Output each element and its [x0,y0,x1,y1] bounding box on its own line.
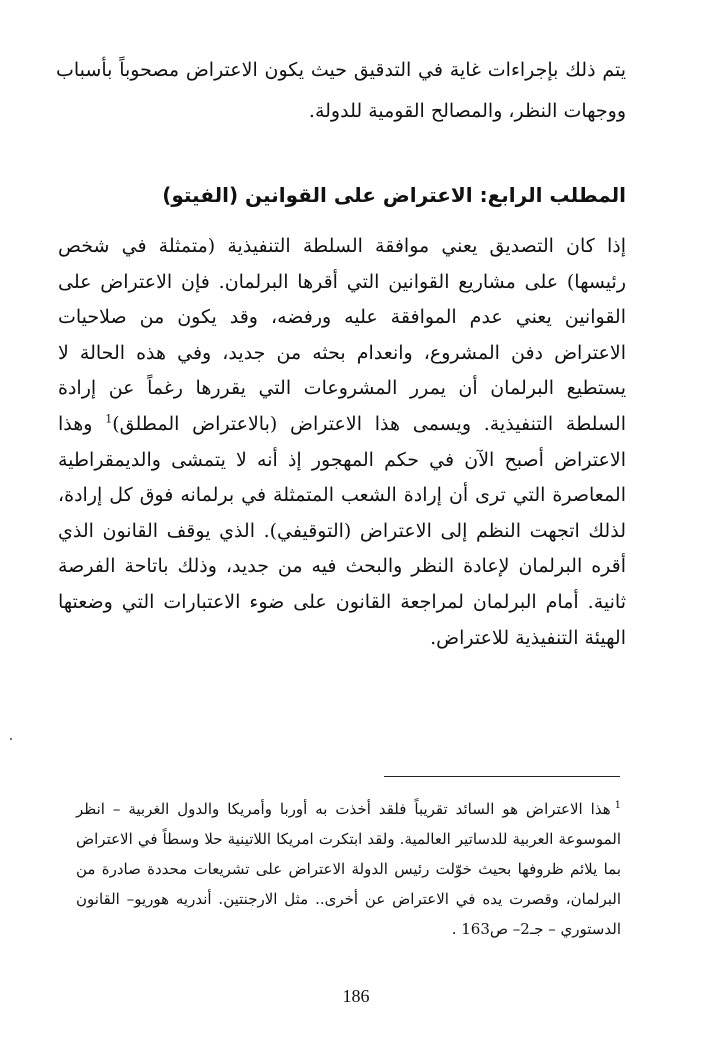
footnote [76,794,621,944]
body-text-part1: إذا كان التصديق يعني موافقة السلطة التنفيذية (متمثلة في شخص رئيسها) على مشاريع القوانين التي أقرها البرلمان. فإن الاعتراض على القوانين يعني عدم الموافقة عليه ورفضه، وقد يكون من صلاحيات الاعتراض دفن المشروع، وانعدام بحثه من جديد، وفي هذه الحالة لا يستطيع البرلمان أن يمرر المشروعات التي يقررها رغماً عن إرادة السلطة التنفيذية. ويسمى هذا الاعتراض (بالاعتراض المطلق) [58,235,626,435]
scan-speck [10,738,12,740]
footnote-text: هذا الاعتراض هو السائد تقريباً فلقد أخذت به أوربا وأمريكا والدول الغربية – انظر الموسوعة العربية للدساتير العالمية. ولقد ابتكرت امريكا اللاتينية حلا وسطاً في الاعتراض بما يلائم ظروفها بحيث خوّلت رئيس الدولة الاعتراض على تشريعات محددة صادرة من البرلمان، وقصرت يده في الاعتراض عن أخرى.. مثل الارجنتين. أندريه هوريو– القانون الدستوري – جـ2– ص163 . [76,800,621,938]
section-heading: المطلب الرابع: الاعتراض على القوانين (الفيتو) [162,183,626,207]
page-number: 186 [342,986,370,1006]
intro-paragraph [56,50,626,132]
footnote-number: 1 [614,800,621,811]
footnote-separator [384,776,620,777]
body-paragraph [58,229,626,656]
intro-text: يتم ذلك بإجراءات غاية في التدقيق حيث يكون الاعتراض مصحوباً بأسباب ووجهات النظر، والمصالح القومية للدولة. [56,59,626,122]
body-text-part2: وهذا الاعتراض أصبح الآن في حكم المهجور إذ أنه لا يتمشى والديمقراطية المعاصرة التي ترى أن إرادة الشعب المتمثلة في برلمانه فوق كل إرادة، لذلك اتجهت النظم إلى الاعتراض (التوقيفي). الذي يوقف القانون الذي أقره البرلمان لإعادة النظر والبحث فيه من جديد، وذلك باتاحة الفرصة ثانية. أمام البرلمان لمراجعة القانون على ضوء الاعتبارات التي وضعتها الهيئة التنفيذية للاعتراض. [58,412,626,649]
footnote-reference[interactable]: 1 [105,412,113,426]
